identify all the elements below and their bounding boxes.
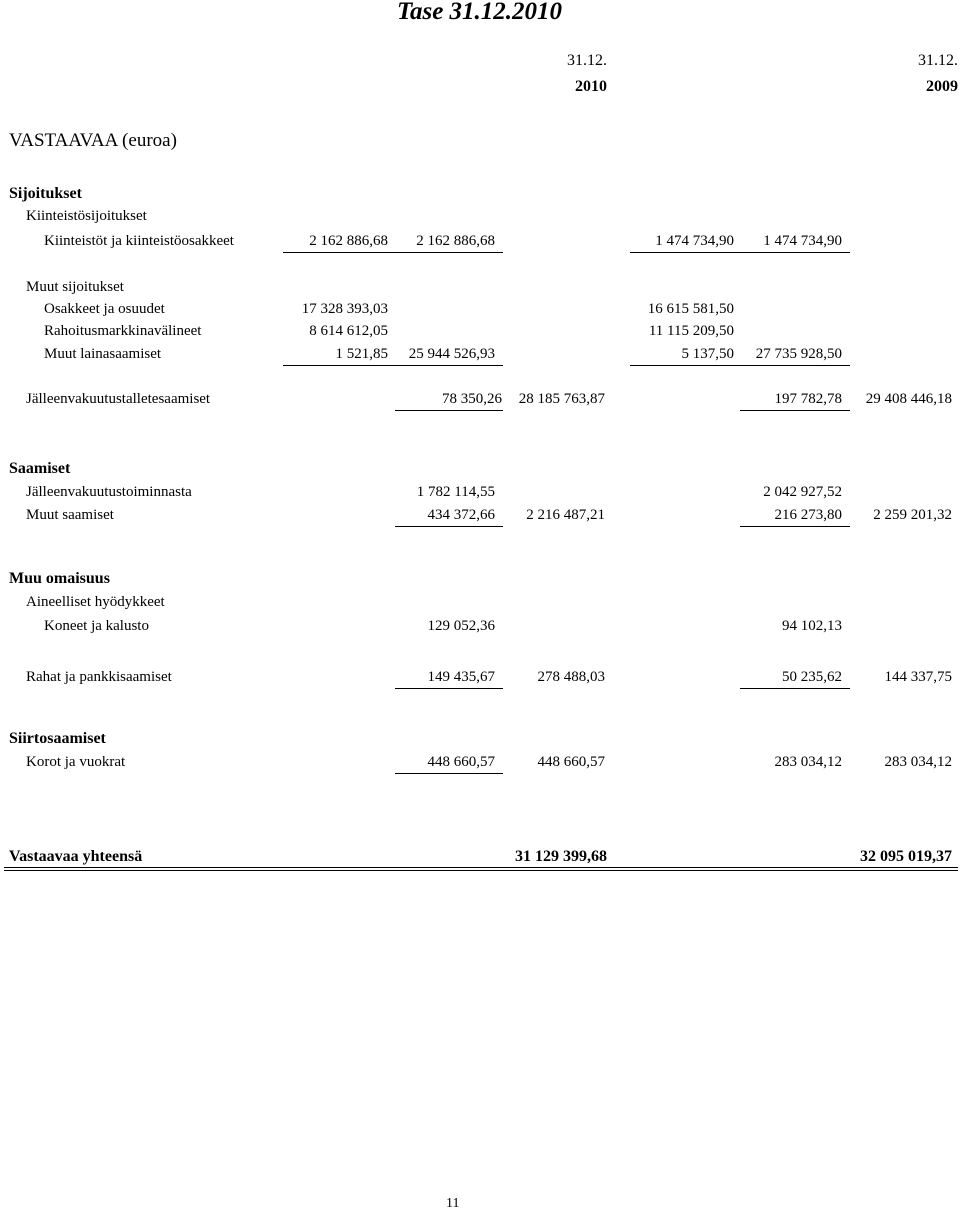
row-label-korot-ja-vuokrat: Korot ja vuokrat: [26, 754, 126, 770]
value-rahat-2010-total: 278 488,03: [537, 669, 605, 685]
underline-lainat-2010: [283, 365, 503, 366]
underline-rahat-2009: [740, 688, 850, 689]
value-jalleen-2009-total: 29 408 446,18: [865, 391, 952, 407]
section-sijoitukset: Sijoitukset: [9, 185, 82, 202]
value-rahat-2010-detail: 149 435,67: [427, 669, 495, 685]
value-korot-2009-detail: 283 034,12: [774, 754, 842, 770]
column-2010-year: 2010: [575, 78, 607, 95]
row-label-lainasaamiset: Muut lainasaamiset: [44, 346, 162, 362]
row-label-muut-saamiset: Muut saamiset: [26, 507, 114, 523]
section-siirtosaamiset: Siirtosaamiset: [9, 730, 106, 747]
underline-jalleen-2009: [740, 410, 850, 411]
value-korot-2010-total: 448 660,57: [537, 754, 605, 770]
value-lainat-2010-subtotal: 25 944 526,93: [408, 346, 495, 362]
value-koneet-2009: 94 102,13: [782, 618, 842, 634]
value-muut-saamiset-2010-detail: 434 372,66: [427, 507, 495, 523]
value-rahat-2009-total: 144 337,75: [884, 669, 952, 685]
total-double-underline-lower: [4, 870, 958, 871]
subsection-muut-sijoitukset: Muut sijoitukset: [26, 279, 124, 295]
value-korot-2010-detail: 448 660,57: [427, 754, 495, 770]
value-jalleen-2010-total: 28 185 763,87: [518, 391, 605, 407]
total-double-underline-upper: [4, 867, 958, 868]
underline-muut-saamiset-2009: [740, 526, 850, 527]
underline-jalleen-2010: [395, 410, 503, 411]
row-label-jalleenvakuutustoiminnasta: Jälleenvakuutustoiminnasta: [26, 484, 192, 500]
value-lainat-2009-subtotal: 27 735 928,50: [755, 346, 842, 362]
subsection-aineelliset-hyodykkeet: Aineelliset hyödykkeet: [26, 594, 165, 610]
column-2009-date: 31.12.: [918, 52, 958, 69]
value-kiinteistot-2010-subtotal: 2 162 886,68: [416, 233, 495, 249]
row-label-rahoitusmarkkinavalineet: Rahoitusmarkkinavälineet: [44, 323, 202, 339]
underline-rahat-2010: [395, 688, 503, 689]
value-kiinteistot-2009-detail: 1 474 734,90: [655, 233, 734, 249]
value-kiinteistot-2010-detail: 2 162 886,68: [309, 233, 388, 249]
row-label-kiinteistot: Kiinteistöt ja kiinteistöosakkeet: [44, 233, 234, 249]
value-korot-2009-total: 283 034,12: [884, 754, 952, 770]
row-label-jalleenvakuutustalletesaamiset: Jälleenvakuutustalletesaamiset: [26, 391, 211, 407]
value-jalleen-2009-detail: 197 782,78: [774, 391, 842, 407]
value-lainat-2009-detail: 5 137,50: [681, 346, 734, 362]
value-osakkeet-2010: 17 328 393,03: [301, 301, 388, 317]
underline-kiinteistot-2009: [630, 252, 850, 253]
underline-kiinteistot-2010: [283, 252, 503, 253]
page-number: 11: [446, 1196, 460, 1211]
value-jalleen-2010-detail: 78 350,26: [442, 391, 502, 407]
value-total-2009: 32 095 019,37: [860, 848, 952, 865]
value-rahoitus-2009: 11 115 209,50: [648, 323, 734, 339]
underline-korot-2010: [395, 773, 503, 774]
underline-muut-saamiset-2010: [395, 526, 503, 527]
value-total-2010: 31 129 399,68: [515, 848, 607, 865]
row-label-rahat-ja-pankkisaamiset: Rahat ja pankkisaamiset: [26, 669, 172, 685]
row-label-koneet-ja-kalusto: Koneet ja kalusto: [44, 618, 149, 634]
value-rahoitus-2010: 8 614 612,05: [309, 323, 388, 339]
value-saamiset-jalleen-2010: 1 782 114,55: [416, 484, 495, 500]
value-muut-saamiset-2009-total: 2 259 201,32: [873, 507, 952, 523]
column-2009-year: 2009: [926, 78, 958, 95]
value-osakkeet-2009: 16 615 581,50: [647, 301, 734, 317]
section-saamiset: Saamiset: [9, 460, 71, 477]
row-label-vastaavaa-yhteensa: Vastaavaa yhteensä: [9, 848, 143, 865]
value-rahat-2009-detail: 50 235,62: [782, 669, 842, 685]
subsection-kiinteistosijoitukset: Kiinteistösijoitukset: [26, 208, 147, 224]
value-kiinteistot-2009-subtotal: 1 474 734,90: [763, 233, 842, 249]
value-koneet-2010: 129 052,36: [427, 618, 495, 634]
value-saamiset-jalleen-2009: 2 042 927,52: [763, 484, 842, 500]
value-muut-saamiset-2010-total: 2 216 487,21: [526, 507, 605, 523]
section-muu-omaisuus: Muu omaisuus: [9, 570, 110, 587]
page-title: Tase 31.12.2010: [397, 0, 563, 25]
column-2010-date: 31.12.: [567, 52, 607, 69]
underline-lainat-2009: [630, 365, 850, 366]
value-lainat-2010-detail: 1 521,85: [335, 346, 388, 362]
value-muut-saamiset-2009-detail: 216 273,80: [774, 507, 842, 523]
section-heading-vastaavaa: VASTAAVAA (euroa): [9, 130, 177, 151]
row-label-osakkeet: Osakkeet ja osuudet: [44, 301, 165, 317]
